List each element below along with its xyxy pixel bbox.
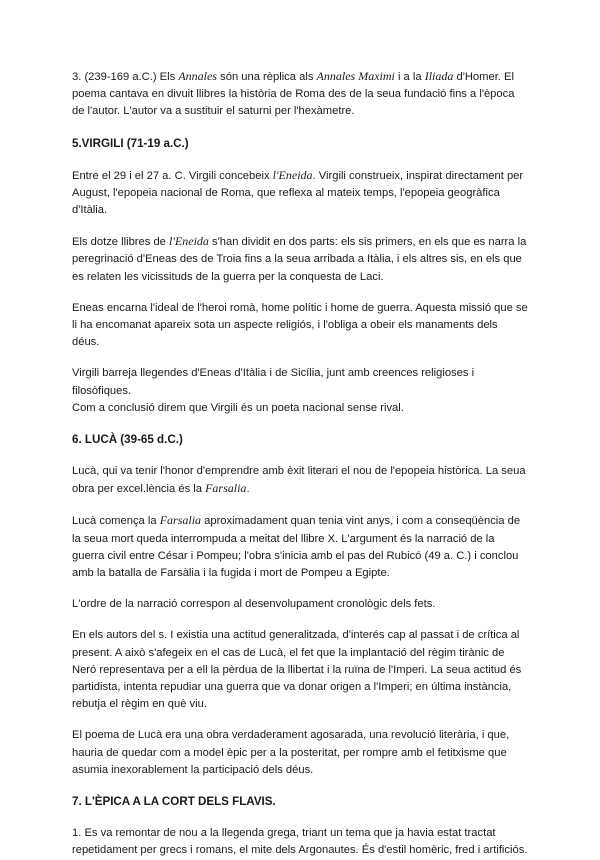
- paragraph-argonautes: 1. Es va remontar de nou a la llegenda grega, triant un tema que ja havia estat tractat repetidament per grecs i romans, el mite dels Argonautes. És d'estil homèric, fred i artificiós.: [72, 827, 528, 857]
- text-run: i a la: [394, 71, 425, 83]
- text-run: són una rèplica als: [217, 71, 317, 83]
- text-run: Lucà comença la: [72, 515, 160, 528]
- paragraph-annales: [72, 68, 528, 121]
- paragraph-authors-attitude: En els autors del s. I existia una actitud generalitzada, d'interés cap al passat i de crítica al present. A això s'afegeix en el cas de Lucà, el fet que la implantació del règim tirànic de Neró representava per a ell la pèrdua de la llibertat i la ruïna de l'Imperi. La seua actitud és partidista, intenta repudiar una guerra que va donar origen a l'Imperi; en última instància, rebutja el règim en què viu.: [72, 629, 522, 711]
- italic-title: l'Eneida: [169, 234, 209, 249]
- italic-title: Farsalia: [205, 481, 247, 496]
- paragraph-farsalia: [72, 512, 528, 582]
- text-run: .: [246, 483, 250, 496]
- text-run: d'Homer. El poema cantava en divuit llibres la història de Roma des de la seua fundació fins a l'època de l'autor. L'autor va a sustituir el saturni per l'hexàmetre.: [72, 71, 515, 118]
- text-run: Entre el 29 i el 27 a. C. Virgili concebeix: [72, 169, 273, 182]
- paragraph-luca-intro: [72, 463, 528, 498]
- paragraph-narration-order: L'ordre de la narració correspon al desenvolupament cronològic dels fets.: [72, 598, 436, 611]
- heading-luca: 6. LUCÀ (39-65 d.C.): [72, 433, 183, 447]
- paragraph-virgili-legends: Virgili barreja llegendes d'Eneas d'Itàlia i de Sicília, junt amb creences religioses i filosòfiques.: [72, 367, 475, 397]
- italic-title: Iliada: [424, 69, 454, 83]
- text-run: . Virgili construeix, inspirat directament per August, l'epopeia nacional de Roma, que reflexa al mateix temps, l'epopeia geogràfica d'Itàlia.: [72, 169, 524, 217]
- text-run: Lucà, qui va tenir l'honor d'emprendre amb èxit literari el nou de l'epopeia històrica. La seua obra per excel.lència és la: [72, 465, 526, 496]
- heading-flavis: 7. L'ÈPICA A LA CORT DELS FLAVIS.: [72, 795, 276, 809]
- heading-virgili: 5.VIRGILI (71-19 a.C.): [72, 136, 189, 150]
- text-run: s'han dividit en dos parts: els sis primers, en els que es narra la peregrinació d'Eneas des de Troia fins a la seua arribada a Itàlia, i els altres sis, en els que es relaten les vicissituds de la guerra per la conquesta de Laci.: [72, 236, 527, 283]
- italic-title: l'Eneida: [272, 167, 313, 182]
- paragraph-eneida-intro: [72, 167, 528, 220]
- text-run: 3. (239-169 a.C.) Els: [72, 71, 179, 83]
- text-run: Els dotze llibres de: [72, 236, 170, 249]
- paragraph-eneida-books: [72, 233, 528, 286]
- text-run: aproximadament quan tenia vint anys, i com a conseqüència de la seua mort queda interrompuda a meitat del llibre X. L'argument és la narració de la guerra civil entre César i Pompeu; l'obra s'inicia amb el pas del Rubicó (49 a. C.) i conclou amb la batalla de Farsàlia i la fugida i mort de Pompeu a Egipte.: [72, 515, 521, 580]
- italic-title: Annales Maximi: [316, 69, 395, 83]
- paragraph-virgili-conclusion: Com a conclusió direm que Virgili és un poeta nacional sense rival.: [72, 401, 404, 414]
- italic-title: Annales: [178, 69, 218, 83]
- italic-title: Farsalia: [159, 513, 202, 528]
- paragraph-luca-poem: El poema de Lucà era una obra verdaderament agosarada, una revolució literària, i que, hauria de quedar com a model èpic per a la posteritat, per rompre amb el fetitxisme que asumia inexorablement la participació dels déus.: [72, 729, 510, 776]
- paragraph-eneas: Eneas encarna l'ideal de l'heroi romà, home polític i home de guerra. Aquesta missió que se li ha encomanat apareix sota un aspecte religiós, i l'obliga a obeir els manaments dels déus.: [72, 301, 528, 349]
